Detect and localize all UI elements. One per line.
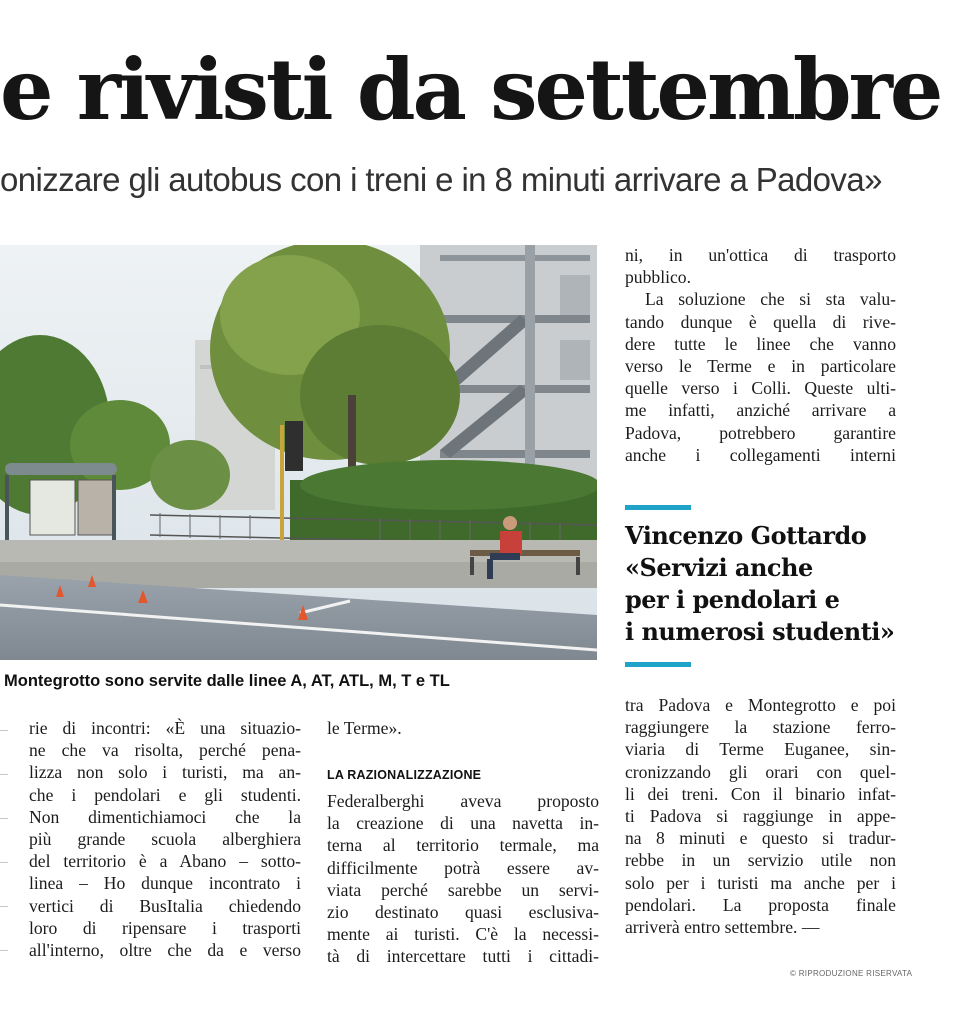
photo-caption: Montegrotto sono servite dalle linee A, AT, ATL, M, T e TL bbox=[4, 672, 450, 690]
text-line: me infatti, anziché arrivare a bbox=[625, 400, 896, 421]
margin-tick bbox=[0, 774, 8, 775]
text-line: ne che va risolta, perché pena- bbox=[29, 740, 301, 761]
text-line: anche i collegamenti interni bbox=[625, 444, 896, 465]
margin-tick bbox=[0, 730, 8, 731]
margin-tick bbox=[0, 950, 8, 951]
text-line: quelle verso i Colli. Queste ulti- bbox=[625, 378, 896, 399]
margin-tick bbox=[0, 818, 8, 819]
text-line: na 8 minuti e questo si tradur- bbox=[625, 828, 896, 849]
text-line: rie di incontri: «È una situazio- bbox=[29, 718, 301, 738]
text-line: La soluzione che si sta valu- bbox=[645, 289, 896, 310]
text-line: dere tutte le linee che vanno bbox=[625, 333, 896, 354]
text-line: linea – Ho dunque incontrato i bbox=[29, 873, 301, 894]
text-line: Federalberghi aveva proposto bbox=[327, 791, 599, 811]
column-middle bbox=[327, 790, 599, 968]
section-heading: LA RAZIONALIZZAZIONE bbox=[327, 768, 482, 782]
text-line: lizza non solo i turisti, ma an- bbox=[29, 762, 301, 783]
column-left bbox=[29, 717, 301, 961]
text-line: ni, in un'ottica di trasporto bbox=[625, 245, 896, 265]
quote-line: i numerosi studenti» bbox=[625, 617, 895, 646]
margin-tick bbox=[0, 862, 8, 863]
quote-author: Vincenzo Gottardo bbox=[625, 521, 867, 550]
text-line: cronizzando gli orari con quel- bbox=[625, 761, 896, 782]
copyright-notice: © RIPRODUZIONE RISERVATA bbox=[790, 969, 913, 978]
text-line: le Terme». bbox=[327, 718, 402, 738]
text-line: zio destinato quasi esclusiva- bbox=[327, 902, 599, 923]
text-line: tra Padova e Montegrotto e poi bbox=[625, 695, 896, 715]
quote-line: «Servizi anche bbox=[625, 553, 813, 582]
text-line: Non dimentichiamoci che la bbox=[29, 806, 301, 827]
text-line: terna al territorio termale, ma bbox=[327, 835, 599, 856]
text-line: raggiungere la stazione ferro- bbox=[625, 717, 896, 738]
subheadline: onizzare gli autobus con i treni e in 8 minuti arrivare a Padova» bbox=[0, 161, 882, 198]
text-line: loro di ripensare i trasporti bbox=[29, 917, 301, 938]
quote-bar-bottom bbox=[625, 662, 691, 667]
text-line: pendolari. La proposta finale bbox=[625, 894, 896, 915]
headline: e rivisti da settembre bbox=[0, 40, 941, 139]
pull-quote bbox=[625, 520, 945, 648]
text-line: vertici di BusItalia chiedendo bbox=[29, 895, 301, 916]
article-photo bbox=[0, 245, 597, 660]
text-line: la creazione di una navetta in- bbox=[327, 813, 599, 834]
column-right-top bbox=[625, 244, 896, 466]
text-line: solo per i turisti ma anche per i bbox=[625, 872, 896, 893]
quote-line: per i pendolari e bbox=[625, 585, 840, 614]
column-middle-top bbox=[327, 717, 599, 739]
text-line: rebbe in un servizio utile non bbox=[625, 850, 896, 871]
text-line: più grande scuola alberghiera bbox=[29, 829, 301, 850]
text-line: verso le Terme e in particolare bbox=[625, 356, 896, 377]
column-right-bottom bbox=[625, 694, 896, 938]
quote-bar-top bbox=[625, 505, 691, 510]
text-line: li dei treni. Con il binario infat- bbox=[625, 783, 896, 804]
text-line: all'interno, oltre che da e verso bbox=[29, 940, 301, 961]
text-line: mente ai turisti. C'è la necessi- bbox=[327, 924, 599, 945]
photo-bus-stop-icon bbox=[0, 245, 597, 660]
margin-tick bbox=[0, 906, 8, 907]
text-line: tando dunque è quella di rive- bbox=[625, 311, 896, 332]
text-line: ti Padova si raggiunge in appe- bbox=[625, 806, 896, 827]
text-line: pubblico. bbox=[625, 267, 691, 288]
text-line: del territorio è a Abano – sotto- bbox=[29, 851, 301, 872]
text-line: viata perché sarebbe un servi- bbox=[327, 879, 599, 900]
text-line: Padova, potrebbero garantire bbox=[625, 422, 896, 443]
text-line: viaria di Terme Euganee, sin- bbox=[625, 739, 896, 760]
text-line: difficilmente potrà essere av- bbox=[327, 857, 599, 878]
text-line: tà di intercettare tutti i cittadi- bbox=[327, 946, 599, 967]
text-line: che i pendolari e gli studenti. bbox=[29, 784, 301, 805]
text-line: arriverà entro settembre. — bbox=[625, 917, 820, 938]
